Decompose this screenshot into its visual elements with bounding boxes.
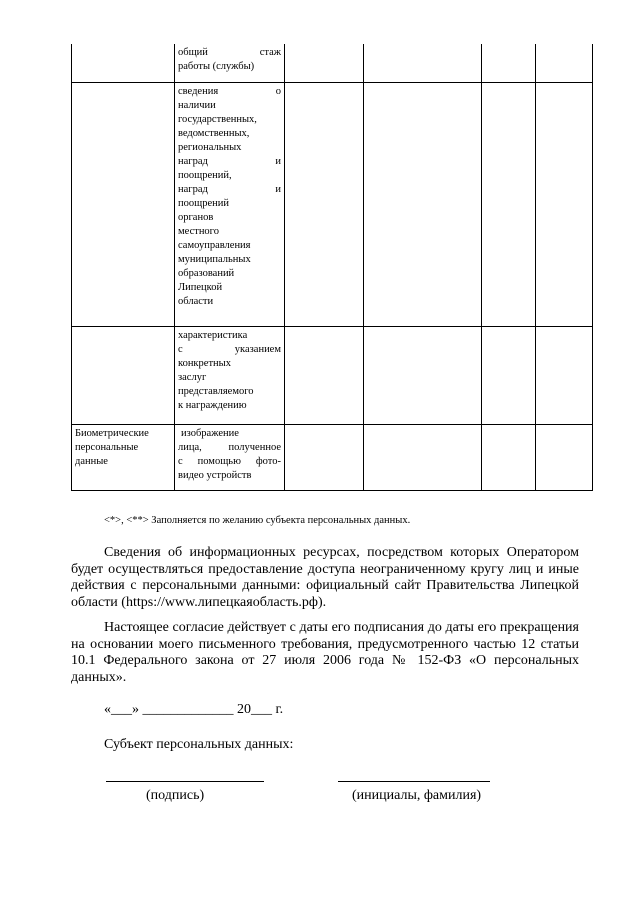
value-cell bbox=[482, 44, 536, 82]
item-line: области bbox=[178, 295, 214, 307]
category-line: персональные bbox=[75, 441, 139, 453]
item-line: заслуг bbox=[178, 371, 207, 383]
value-cell bbox=[536, 424, 593, 490]
item-cell bbox=[175, 326, 285, 424]
item-cell bbox=[175, 424, 285, 490]
signature-caption: (подпись) bbox=[146, 788, 205, 803]
value-cell bbox=[536, 82, 593, 326]
table-row bbox=[72, 424, 593, 490]
category-cell bbox=[72, 44, 175, 82]
item-line: лица, полученное bbox=[178, 441, 281, 453]
value-cell bbox=[285, 44, 364, 82]
item-cell bbox=[175, 44, 285, 82]
category-cell bbox=[72, 326, 175, 424]
item-line: самоуправления bbox=[178, 239, 251, 251]
name-caption: (инициалы, фамилия) bbox=[352, 788, 482, 803]
category-line: Биометрические bbox=[75, 427, 149, 439]
item-line: с указанием bbox=[178, 343, 281, 355]
resources-paragraph: Сведения об информационных ресурсах, посредством которых Оператором будет осуществляться предоставление доступа неограниченному кругу лиц и иные действия с персональными данными: официальный сайт Правительства Липецкой области (https://www.липецкаяобласть.рф). bbox=[71, 545, 579, 610]
signature-line bbox=[106, 781, 264, 782]
item-line: видео устройств bbox=[178, 469, 252, 481]
item-line: общий стаж bbox=[178, 47, 281, 58]
item-cell bbox=[175, 82, 285, 326]
item-line: поощрений bbox=[178, 197, 229, 209]
item-line: наград и bbox=[178, 183, 281, 195]
subject-label: Субъект персональных данных: bbox=[104, 737, 294, 752]
footnote: <*>, <**> Заполняется по желанию субъекта персональных данных. bbox=[104, 515, 411, 526]
category-cell bbox=[72, 82, 175, 326]
value-cell bbox=[285, 82, 364, 326]
category-cell bbox=[72, 424, 175, 490]
value-cell bbox=[482, 424, 536, 490]
personal-data-table bbox=[71, 44, 593, 491]
table-row bbox=[72, 326, 593, 424]
item-line: местного bbox=[178, 225, 219, 237]
item-line: образований bbox=[178, 267, 235, 279]
item-line: к награждению bbox=[178, 399, 247, 411]
category-line: данные bbox=[75, 455, 108, 467]
value-cell bbox=[536, 326, 593, 424]
item-line: муниципальных bbox=[178, 253, 251, 265]
item-line: государственных, bbox=[178, 113, 257, 125]
item-line: сведения о bbox=[178, 85, 281, 97]
value-cell bbox=[364, 44, 482, 82]
value-cell bbox=[285, 326, 364, 424]
item-line: ведомственных, bbox=[178, 127, 250, 139]
item-line: конкретных bbox=[178, 357, 231, 369]
item-line: изображение bbox=[181, 427, 239, 439]
item-line: представляемого bbox=[178, 385, 254, 397]
item-line: с помощью фото- bbox=[178, 455, 281, 467]
value-cell bbox=[364, 326, 482, 424]
validity-paragraph: Настоящее согласие действует с даты его подписания до даты его прекращения на основании моего письменного требования, предусмотренного частью 12 статьи 10.1 Федерального закона от 27 июля 2006 года № 152-ФЗ «О персональных данных». bbox=[71, 620, 579, 685]
item-line: органов bbox=[178, 211, 214, 223]
table-row bbox=[72, 44, 593, 82]
value-cell bbox=[482, 326, 536, 424]
item-line: работы (службы) bbox=[178, 61, 255, 72]
item-line: региональных bbox=[178, 141, 242, 153]
date-line: «___» _____________ 20___ г. bbox=[104, 702, 284, 717]
item-line: поощрений, bbox=[178, 169, 232, 181]
value-cell bbox=[285, 424, 364, 490]
item-line: характеристика bbox=[178, 329, 248, 341]
value-cell bbox=[364, 82, 482, 326]
table-row bbox=[72, 82, 593, 326]
item-line: наград и bbox=[178, 155, 281, 167]
value-cell bbox=[536, 44, 593, 82]
name-line bbox=[338, 781, 490, 782]
value-cell bbox=[482, 82, 536, 326]
item-line: наличии bbox=[178, 99, 216, 111]
item-line: Липецкой bbox=[178, 281, 223, 293]
value-cell bbox=[364, 424, 482, 490]
